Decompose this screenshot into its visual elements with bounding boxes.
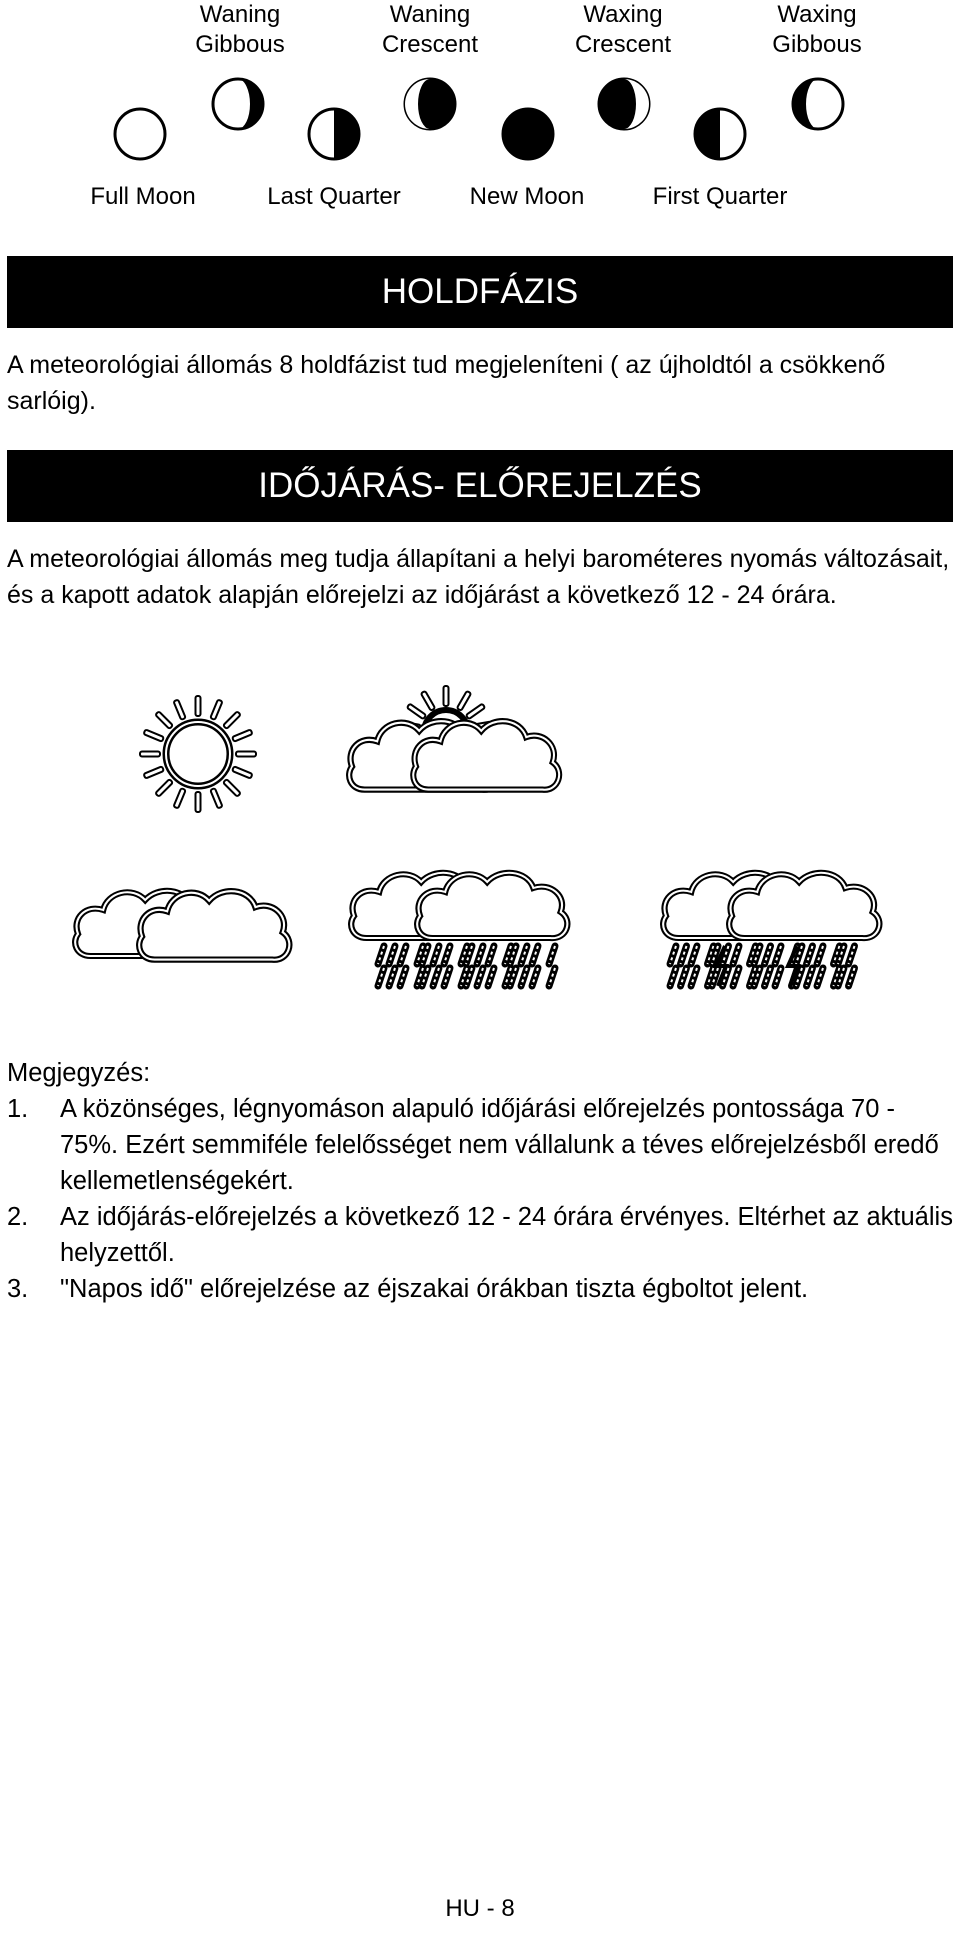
rain-drop — [521, 968, 527, 986]
label-full-moon: Full Moon — [90, 183, 196, 210]
sun-ray — [407, 704, 426, 720]
rain-drop — [765, 968, 771, 986]
label-line: Crescent — [574, 31, 672, 58]
label-waxing-gibbous — [742, 0, 892, 60]
rain-drop — [765, 946, 771, 964]
rain-drop — [389, 968, 395, 986]
label-line: Gibbous — [772, 31, 862, 58]
rain-drop — [444, 968, 450, 986]
rain-drop — [733, 968, 739, 986]
label-line: Gibbous — [195, 31, 285, 58]
sun-ray — [155, 779, 173, 797]
rain-drop — [817, 968, 823, 986]
rain-drop — [849, 946, 855, 964]
note-number: 1. — [7, 1095, 29, 1123]
rain-drop — [532, 968, 538, 986]
last-quarter-icon — [309, 109, 359, 159]
weather-icons-illustration — [0, 684, 960, 1004]
label-new-moon: New Moon — [469, 183, 585, 210]
first-quarter-icon — [695, 109, 745, 159]
page-number: HU - 8 — [445, 1895, 515, 1922]
rain-drop — [433, 946, 439, 964]
sun-ray — [466, 704, 485, 720]
waxing-gibbous-icon — [793, 79, 843, 129]
rain-drop — [691, 968, 697, 986]
rain-drop — [521, 946, 527, 964]
sun-ray — [196, 792, 201, 812]
rain-drop — [691, 946, 697, 964]
cloudy-icon — [75, 891, 289, 960]
rain-drop — [477, 968, 483, 986]
sun-ray — [223, 779, 241, 797]
note-item — [7, 1091, 953, 1199]
rain-drop — [549, 968, 555, 986]
label-waning-crescent — [355, 0, 505, 60]
rain-drop — [488, 946, 494, 964]
section-title-holdfazis: HOLDFÁZIS — [7, 256, 953, 328]
waxing-crescent-icon — [599, 79, 649, 129]
sun-icon — [140, 696, 256, 812]
sun-ray — [210, 700, 222, 720]
note-number: 3. — [7, 1275, 29, 1303]
rain-drop — [433, 968, 439, 986]
rain-drop — [400, 968, 406, 986]
moon-phases-illustration — [0, 62, 960, 172]
label-line: Waning — [199, 1, 281, 28]
rain-drop — [532, 946, 538, 964]
rain-drop — [477, 946, 483, 964]
sun-ray — [223, 711, 241, 729]
section-title-forecast: IDŐJÁRÁS- ELŐREJELZÉS — [7, 450, 953, 522]
rain-drop — [807, 968, 813, 986]
rain-drop — [733, 946, 739, 964]
note-text: Az időjárás-előrejelzés a következő 12 - 24 órára érvényes. Eltérhet az aktuális helyzettől. — [60, 1203, 953, 1267]
sun-ray — [236, 752, 256, 757]
rain-drop — [400, 946, 406, 964]
waning-gibbous-icon — [213, 79, 263, 129]
rain-drop — [670, 968, 676, 986]
sun-ray — [196, 696, 201, 716]
rain-drop — [378, 968, 384, 986]
label-line: Waxing — [583, 1, 663, 28]
label-line: Crescent — [381, 31, 479, 58]
label-waxing-crescent — [548, 0, 698, 60]
holdfazis-text: A meteorológiai állomás 8 holdfázist tud megjeleníteni ( az újholdtól a csökkenő sarlóig). — [7, 351, 886, 415]
sun-ray — [140, 752, 160, 757]
label-first-quarter: First Quarter — [652, 183, 788, 210]
sun-ray — [210, 788, 222, 808]
rain-drop — [389, 946, 395, 964]
sun-ray — [232, 729, 252, 741]
sun-ray — [155, 711, 173, 729]
label-last-quarter: Last Quarter — [267, 183, 401, 210]
sun-ray — [232, 766, 252, 778]
rain-drop — [775, 968, 781, 986]
rain-drop — [549, 946, 555, 964]
notes-section — [7, 1055, 953, 1307]
waning-crescent-icon — [405, 79, 455, 129]
rain-drop — [849, 968, 855, 986]
note-item — [7, 1271, 953, 1307]
label-line: Waning — [389, 1, 471, 28]
note-text: A közönséges, légnyomáson alapuló időjárási előrejelzés pontossága 70 - 75%. Ezért semmiféle felelősséget nem vállalunk a téves előrejelzésből eredő kellemetlenségekért. — [60, 1095, 939, 1195]
note-text: "Napos idő" előrejelzése az éjszakai órákban tiszta égboltot jelent. — [60, 1275, 809, 1303]
rain-drop — [817, 946, 823, 964]
rain-drop — [488, 968, 494, 986]
sun-ray — [444, 686, 449, 706]
rain-drop — [681, 968, 687, 986]
sun-ray — [173, 700, 185, 720]
note-item — [7, 1199, 953, 1271]
note-number: 2. — [7, 1203, 29, 1231]
rain-drop — [807, 946, 813, 964]
label-line: Waxing — [777, 1, 857, 28]
rain-icon — [351, 873, 567, 986]
forecast-text: A meteorológiai állomás meg tudja állapítani a helyi barométeres nyomás változásait, és a kapott adatok alapján előrejelzi az időjárást a következő 12 - 24 órára. — [7, 545, 950, 609]
sun-ray — [421, 691, 435, 711]
sun-ray — [173, 788, 185, 808]
sun-ray — [144, 766, 164, 778]
rain-drop — [378, 946, 384, 964]
sun-ray — [457, 691, 471, 711]
partly-cloudy-icon — [349, 686, 559, 790]
rain-drop — [444, 946, 450, 964]
storm-icon — [663, 873, 879, 986]
rain-drop — [681, 946, 687, 964]
rain-drop — [670, 946, 676, 964]
notes-heading: Megjegyzés: — [7, 1059, 151, 1087]
sun-ray — [144, 729, 164, 741]
rain-drop — [775, 946, 781, 964]
label-waning-gibbous — [165, 0, 315, 60]
new-moon-icon — [503, 109, 553, 159]
full-moon-icon — [115, 109, 165, 159]
